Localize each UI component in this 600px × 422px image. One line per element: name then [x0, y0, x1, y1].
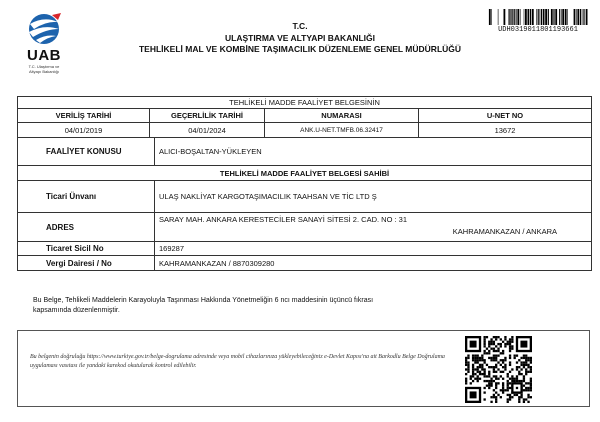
unet-no-value: 13672: [494, 125, 516, 135]
validity-date-value: 04/01/2024: [150, 123, 265, 137]
document-header: [80, 21, 520, 56]
header-line-2: ULAŞTIRMA VE ALTYAPI BAKANLIĞI: [224, 32, 375, 43]
table-header-row: [18, 109, 591, 123]
address-label: ADRES: [18, 213, 155, 241]
column-header-validity-date: GEÇERLİLİK TARİHİ: [150, 109, 265, 122]
qr-code-icon: [465, 336, 532, 403]
certificate-table: [17, 96, 592, 271]
uab-logo: [24, 12, 64, 74]
table-title-row: [18, 97, 591, 109]
registry-label: Ticaret Sicil No: [18, 242, 155, 255]
verification-text: Bu belgenin doğruluğu https://www.turkiye.gov.tr/belge-dogrulama adresinde veya mobil cihazlarınıza yükleyebileceğiniz e-Devlet Kapısı'na ait Barkodlu Belge Doğrulama uygulaması vasıtası ile yandaki karekod okutularak kontrol edilebilir.: [30, 354, 445, 369]
company-value: ULAŞ NAKLİYAT KARGOTAŞIMACILIK TAAHSAN VE TİC LTD Ş: [159, 192, 377, 201]
barcode-number: UDH03190118011936​61: [498, 26, 578, 34]
verification-box: [17, 330, 590, 407]
barcode-bars: [486, 9, 590, 25]
registry-value: 169287: [159, 244, 185, 253]
qr-code[interactable]: [465, 336, 532, 403]
address-value: [155, 213, 591, 241]
header-line-1: T.C.: [292, 21, 308, 31]
activity-value: ALICI-BOŞALTAN-YÜKLEYEN: [159, 147, 262, 156]
logo-subtitle: T.C. Ulaştırma ve Altyapı Bakanlığı: [28, 64, 60, 74]
activity-label: FAALİYET KONUSU: [18, 138, 155, 165]
tax-row: [18, 256, 591, 270]
company-label: Ticari Ünvanı: [18, 181, 155, 212]
column-header-number: NUMARASI: [265, 109, 419, 122]
registry-row: [18, 242, 591, 256]
activity-row: [18, 138, 591, 166]
owner-section-title: TEHLİKELİ MADDE FAALİYET BELGESİ SAHİBİ: [219, 168, 390, 178]
tax-label: Vergi Dairesi / No: [18, 256, 155, 270]
certificate-title: TEHLİKELİ MADDE FAALİYET BELGESİNİN: [229, 98, 380, 107]
logo-wordmark: UAB: [27, 47, 61, 64]
address-line-1: SARAY MAH. ANKARA KERESTECİLER SANAYİ SİTESİ 2. CAD. NO : 31: [159, 215, 407, 224]
column-header-issue-date: VERİLİŞ TARİHİ: [18, 109, 150, 122]
column-header-unet-no: U-NET NO: [486, 111, 524, 120]
uab-emblem-icon: [24, 12, 64, 46]
regulation-footnote: Bu Belge, Tehlikeli Maddelerin Karayoluyla Taşınması Hakkında Yönetmeliğin 6 ncı maddesinin üçüncü fıkrası kapsamında düzenlenmiştir.: [33, 297, 374, 314]
barcode: [486, 9, 590, 34]
address-row: [18, 213, 591, 242]
header-line-3: TEHLİKELİ MAL VE KOMBİNE TAŞIMACILIK DÜZENLEME GENEL MÜDÜRLÜĞÜ: [138, 44, 462, 54]
issue-date-value: 04/01/2019: [18, 123, 150, 137]
certificate-number-value: ANK.U-NET.TMFB.06.32417: [265, 123, 419, 137]
company-row: [18, 181, 591, 213]
tax-value: KAHRAMANKAZAN / 8870309280: [159, 258, 275, 268]
table-values-row: [18, 123, 591, 138]
owner-section-row: [18, 166, 591, 181]
address-line-2: KAHRAMANKAZAN / ANKARA: [452, 227, 557, 236]
